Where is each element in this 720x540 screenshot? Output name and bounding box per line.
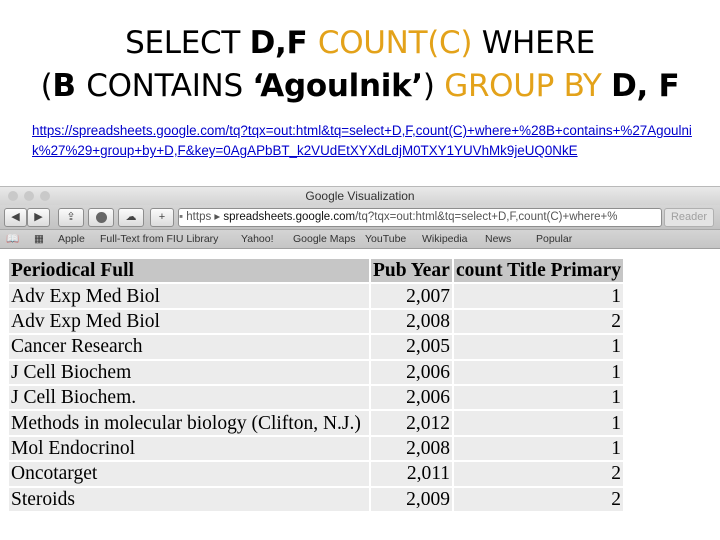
- title-fields: D,F: [249, 25, 318, 61]
- title-keyword-contains: CONTAINS: [86, 68, 253, 104]
- title-keyword-where: WHERE: [481, 25, 595, 61]
- cell-year: 2,006: [370, 385, 453, 410]
- book-icon[interactable]: 📖: [6, 233, 20, 245]
- address-host: spreadsheets.google.com: [223, 211, 356, 223]
- browser-toolbar: [0, 205, 720, 230]
- cell-year: 2,011: [370, 461, 453, 486]
- back-arrow-icon: ◀: [11, 211, 20, 223]
- icloud-icon: ☁: [125, 211, 137, 223]
- cell-periodical: J Cell Biochem.: [8, 385, 370, 410]
- table-row: [8, 410, 624, 435]
- title-literal: ‘Agoulnik’: [252, 68, 423, 104]
- cell-periodical: Methods in molecular biology (Clifton, N.J.): [8, 410, 370, 435]
- table-row: [8, 436, 624, 461]
- bookmark-wikipedia[interactable]: Wikipedia: [422, 233, 468, 245]
- title-group-fields: D, F: [611, 68, 680, 104]
- title-count-function: COUNT(C): [317, 25, 482, 61]
- cell-periodical: Oncotarget: [8, 461, 370, 486]
- cell-periodical: Mol Endocrinol: [8, 436, 370, 461]
- icloud-button[interactable]: [118, 208, 144, 227]
- column-header-pub-year: Pub Year: [370, 258, 453, 283]
- bookmark-popular[interactable]: Popular: [536, 233, 573, 245]
- table-row: [8, 334, 624, 359]
- close-window-icon[interactable]: [8, 191, 18, 201]
- forward-arrow-icon: ▶: [34, 211, 43, 223]
- bookmarks-bar: [0, 230, 720, 249]
- minimize-window-icon[interactable]: [24, 191, 34, 201]
- bookmark-google-maps[interactable]: Google Maps: [293, 233, 356, 245]
- forward-button[interactable]: [27, 208, 50, 227]
- table-row: [8, 385, 624, 410]
- title-field-b: B: [52, 68, 87, 104]
- table-row: [8, 309, 624, 334]
- cell-year: 2,008: [370, 309, 453, 334]
- cell-count: 1: [453, 410, 624, 435]
- pin-button[interactable]: [88, 208, 114, 227]
- column-header-count: count Title Primary: [453, 258, 624, 283]
- cell-count: 2: [453, 487, 624, 512]
- back-button[interactable]: [4, 208, 27, 227]
- title-line-2: [0, 65, 720, 108]
- cell-periodical: J Cell Biochem: [8, 360, 370, 385]
- bookmark-apple[interactable]: Apple: [58, 233, 85, 245]
- cell-count: 2: [453, 461, 624, 486]
- table-row: [8, 487, 624, 512]
- table-row: [8, 461, 624, 486]
- browser-titlebar: [0, 187, 720, 205]
- add-icon: +: [158, 211, 166, 223]
- cell-year: 2,005: [370, 334, 453, 359]
- slide-title: [0, 22, 720, 108]
- share-button[interactable]: [58, 208, 84, 227]
- table-header-row: [8, 258, 624, 283]
- cell-count: 1: [453, 360, 624, 385]
- bookmark-fiu-library[interactable]: Full-Text from FIU Library: [100, 233, 219, 245]
- pin-icon: [96, 212, 107, 223]
- bookmark-news[interactable]: News: [485, 233, 512, 245]
- window-title: Google Visualization: [305, 189, 415, 203]
- browser-window: [0, 186, 720, 249]
- lock-icon: ▪: [179, 211, 187, 223]
- title-open-paren: (: [40, 68, 53, 104]
- cell-year: 2,009: [370, 487, 453, 512]
- query-url-link[interactable]: https://spreadsheets.google.com/tq?tqx=out:html&tq=select+D,F,count(C)+where+%28B+contains+%27Agoulnik%27%29+group+by+D,F&key=0AgAPbBT_k2VUdEtXYXdLdjM0TXY1YUVhMk9jeUQ0NkE: [32, 123, 692, 158]
- address-separator: ▸: [211, 211, 224, 223]
- cell-count: 1: [453, 334, 624, 359]
- title-group-by: GROUP BY: [444, 68, 612, 104]
- cell-count: 1: [453, 436, 624, 461]
- reader-button[interactable]: Reader: [664, 208, 714, 227]
- cell-periodical: Cancer Research: [8, 334, 370, 359]
- zoom-window-icon[interactable]: [40, 191, 50, 201]
- cell-year: 2,008: [370, 436, 453, 461]
- bookmark-yahoo[interactable]: Yahoo!: [241, 233, 274, 245]
- cell-count: 2: [453, 309, 624, 334]
- results-table: [7, 257, 625, 513]
- cell-count: 1: [453, 385, 624, 410]
- column-header-periodical: Periodical Full: [8, 258, 370, 283]
- cell-year: 2,006: [370, 360, 453, 385]
- share-icon: ⇪: [66, 211, 76, 223]
- grid-icon[interactable]: ▦: [34, 233, 44, 245]
- cell-year: 2,007: [370, 283, 453, 308]
- cell-periodical: Steroids: [8, 487, 370, 512]
- address-bar[interactable]: [178, 208, 662, 227]
- title-close-paren: ): [422, 68, 445, 104]
- address-path: /tq?tqx=out:html&tq=select+D,F,count(C)+where+%: [355, 211, 618, 223]
- cell-periodical: Adv Exp Med Biol: [8, 283, 370, 308]
- title-keyword-select: SELECT: [125, 25, 250, 61]
- table-row: [8, 360, 624, 385]
- table-row: [8, 283, 624, 308]
- title-line-1: [0, 22, 720, 65]
- add-button[interactable]: [150, 208, 174, 227]
- bookmark-youtube[interactable]: YouTube: [365, 233, 407, 245]
- address-scheme: https: [186, 211, 212, 223]
- cell-year: 2,012: [370, 410, 453, 435]
- cell-periodical: Adv Exp Med Biol: [8, 309, 370, 334]
- cell-count: 1: [453, 283, 624, 308]
